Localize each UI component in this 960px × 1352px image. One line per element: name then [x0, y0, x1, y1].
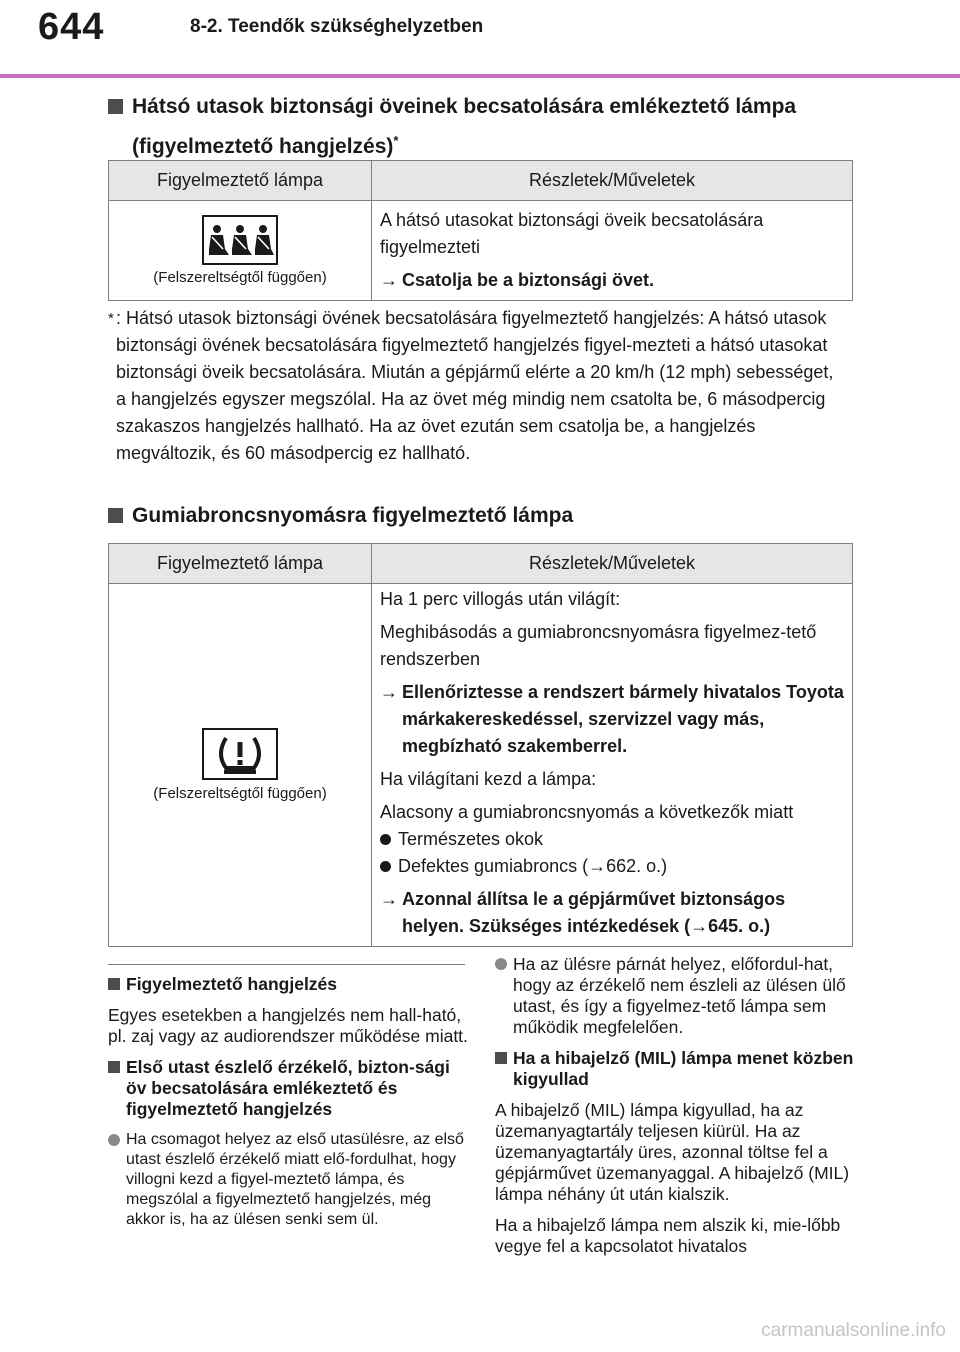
- seatbelt-warning-table: [108, 160, 853, 301]
- detail-line-4: Ha világítani kezd a lámpa:: [380, 769, 597, 789]
- alarm-paragraph: Egyes esetekben a hangjelzés nem hall-ható, pl. zaj vagy az audiorendszer működése miatt.: [108, 1005, 468, 1046]
- bullet-line-2: [380, 853, 844, 880]
- mil-paragraph-1: A hibajelző (MIL) lámpa kigyullad, ha az üzemanyagtartály teljesen kiürül. Ha az üzemanyagtartály üres, azonnal töltse fel a gépjárművet üzemanyaggal. A hibajelző (MIL) lámpa néhány út után kialszik.: [495, 1100, 850, 1204]
- bullet-line-1: [380, 826, 844, 853]
- right-column: [495, 954, 855, 1267]
- footnote: [108, 305, 848, 467]
- action-line: [380, 267, 844, 294]
- bullet-text-2: Defektes gumiabroncs (→662. o.): [398, 856, 668, 876]
- subheading-square-icon: [108, 1061, 120, 1073]
- action-text-1: Ellenőriztesse a rendszert bármely hivatalos Toyota márkakereskedéssel, szervizzel vagy más, megbízható szakemberrel.: [402, 682, 844, 756]
- footnote-text: : Hátsó utasok biztonsági övének becsatolására figyelmeztető hangjelzés: A hátsó utasok biztonsági övének becsatolására figyelmeztető hangjelzés figyel-mezteti a hátsó utasokat biztonsági öveik becsatolására. Miután a gépjármű elérte a 20 km/h (12 mph) sebességet, a hangjelzés egyszer megszólal. Ha az övet még mindig nem csatolta be, 6 másodpercig szakaszos hangjelzés hallható. Ha az övet ezután sem csatolja be, a hangjelzés megváltozik, és 60 másodpercig ez hallható.: [116, 308, 834, 463]
- subheading-square-icon: [108, 978, 120, 990]
- action-line-2: [380, 886, 844, 940]
- action-text: Csatolja be a biztonsági övet.: [402, 270, 655, 290]
- header-rule: [0, 74, 960, 78]
- col-header-lamp: Figyelmeztető lámpa: [109, 161, 372, 201]
- detail-line-2: Meghibásodás a gumiabroncsnyomásra figyelmez-tető rendszerben: [380, 622, 817, 669]
- arrow-icon: →: [380, 270, 398, 290]
- subheading-alarm-text: Figyelmeztető hangjelzés: [126, 974, 338, 994]
- col-header-details: Részletek/Műveletek: [372, 161, 853, 201]
- tire-pressure-warning-icon: [202, 728, 278, 780]
- lamp-caption: (Felszereltségtől függően): [153, 785, 327, 802]
- bullet-icon: [380, 853, 398, 880]
- detail-line-5: Alacsony a gumiabroncsnyomás a következők miatt: [380, 802, 794, 822]
- rear-seatbelt-reminder-icon: [202, 215, 278, 265]
- bullet-dot-icon: [108, 1134, 120, 1146]
- lamp-cell: [109, 584, 372, 947]
- col-header-lamp: Figyelmeztető lámpa: [109, 544, 372, 584]
- section-title: 8-2. Teendők szükséghelyzetben: [190, 16, 484, 37]
- watermark: carmanualsonline.info: [761, 1320, 946, 1341]
- lamp-caption: (Felszereltségtől függően): [153, 269, 327, 286]
- section1-heading: [108, 92, 868, 162]
- cushion-bullet: [495, 954, 855, 1038]
- tire-pressure-table: [108, 543, 853, 947]
- section2-heading: [108, 501, 573, 531]
- subheading-sensor-text: Első utast észlelő érzékelő, bizton-sági öv becsatolására emlékeztető és figyelmeztető hangjelzés: [126, 1057, 450, 1119]
- action-text-2: Azonnal állítsa le a gépjárművet biztonságos helyen. Szükséges intézkedések (→645. o.): [402, 889, 786, 936]
- subheading-sensor: [108, 1057, 468, 1120]
- bullet-text-1: Természetes okok: [398, 829, 544, 849]
- column-rule: [108, 964, 465, 965]
- footnote-marker: *: [393, 133, 399, 148]
- col-header-details: Részletek/Műveletek: [372, 544, 853, 584]
- detail-text: A hátsó utasokat biztonsági öveik becsatolására figyelmezteti: [380, 210, 764, 257]
- section2-heading-text: Gumiabroncsnyomásra figyelmeztető lámpa: [132, 504, 574, 527]
- footnote-star: *: [108, 310, 114, 327]
- subheading-mil: [495, 1048, 855, 1090]
- sensor-bullet: [108, 1130, 468, 1230]
- left-column: [108, 974, 468, 1240]
- page-number: 644: [38, 6, 105, 48]
- bullet-icon: [380, 826, 398, 853]
- subheading-mil-text: Ha a hibajelző (MIL) lámpa menet közben kigyullad: [513, 1048, 854, 1089]
- section1-heading-line1: Hátsó utasok biztonsági öveinek becsatolására emlékeztető lámpa: [132, 95, 797, 118]
- arrow-icon: →: [380, 682, 398, 702]
- bullet-dot-icon: [495, 958, 507, 970]
- sensor-bullet-text: Ha csomagot helyez az első utasülésre, az első utast észlelő érzékelő miatt elő-fordulhat, hogy villogni kezd a figyel-meztető lámpa, és megszólal a figyelmeztető hangjelzés, még akkor is, ha az ülésen senki sem ül.: [126, 1131, 464, 1228]
- subheading-alarm: [108, 974, 468, 995]
- section1-heading-line2: (figyelmeztető hangjelzés): [132, 135, 394, 158]
- action-line-1: [380, 679, 844, 760]
- cushion-bullet-text: Ha az ülésre párnát helyez, előfordul-hat, hogy az érzékelő nem észleli az ülésen ülő utast, és így a figyelmez-tető lámpa sem működik megfelelően.: [513, 954, 846, 1037]
- detail-cell: [372, 201, 853, 301]
- detail-line-1: Ha 1 perc villogás után világít:: [380, 589, 621, 609]
- arrow-icon: →: [380, 889, 398, 909]
- subheading-square-icon: [495, 1052, 507, 1064]
- heading-square-icon: [108, 508, 123, 523]
- heading-square-icon: [108, 99, 123, 114]
- detail-cell: [372, 584, 853, 947]
- lamp-cell: [109, 201, 372, 301]
- section1-heading-line2-wrap: [108, 126, 868, 162]
- mil-paragraph-2: Ha a hibajelző lámpa nem alszik ki, mie-lőbb vegye fel a kapcsolatot hivatalos: [495, 1215, 841, 1256]
